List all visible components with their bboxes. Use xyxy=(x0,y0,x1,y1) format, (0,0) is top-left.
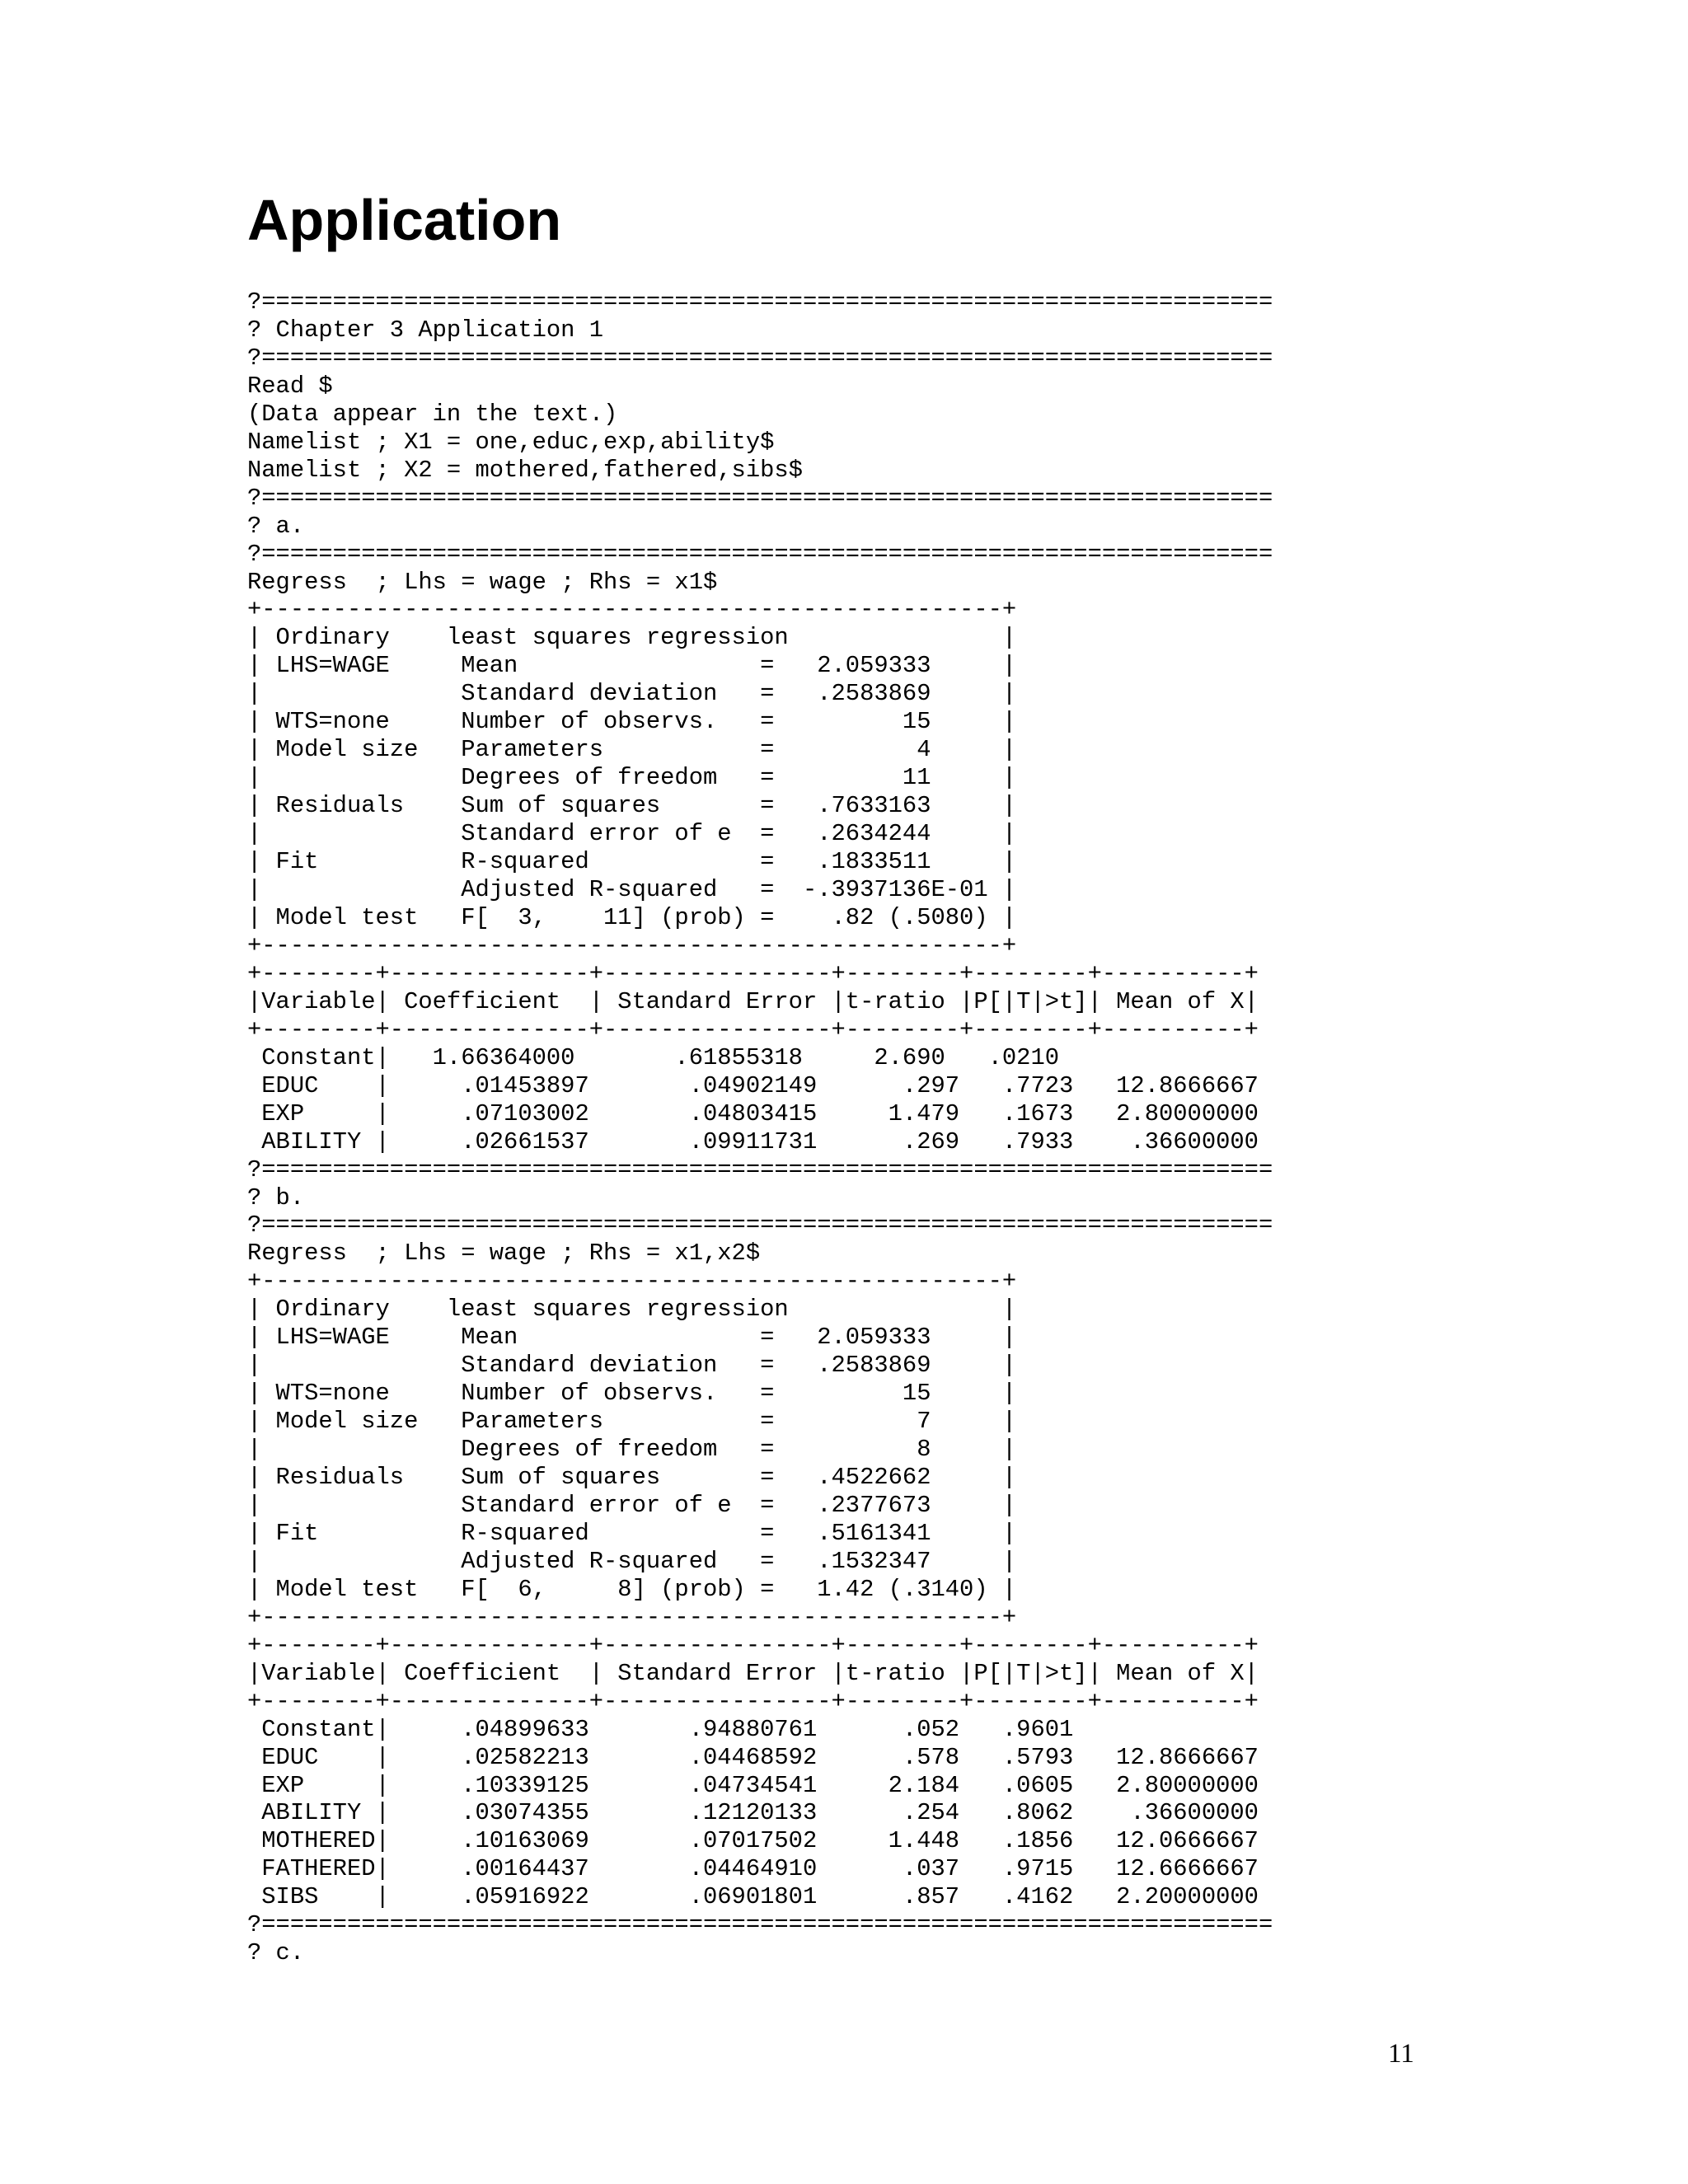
page-number: 11 xyxy=(1388,2039,1414,2069)
output-line: | Residuals Sum of squares = .4522662 | xyxy=(247,1464,1017,1492)
output-line: +----------------------------------------------------+ xyxy=(247,931,1017,959)
output-line: ABILITY | .02661537 .09911731 .269 .7933 .36600000 xyxy=(247,1127,1259,1155)
output-line: Namelist ; X2 = mothered,fathered,sibs$ xyxy=(247,456,803,484)
output-line: Constant| 1.66364000 .61855318 2.690 .0210 xyxy=(247,1043,1060,1071)
output-line: | Model size Parameters = 7 | xyxy=(247,1408,1017,1436)
page-title: Application xyxy=(247,188,562,252)
output-line: | Fit R-squared = .5161341 | xyxy=(247,1519,1017,1547)
output-line: EDUC | .02582213 .04468592 .578 .5793 12.8666667 xyxy=(247,1743,1259,1771)
output-line: Namelist ; X1 = one,educ,exp,ability$ xyxy=(247,428,775,456)
output-line: Regress ; Lhs = wage ; Rhs = x1,x2$ xyxy=(247,1240,761,1268)
output-line: | Degrees of freedom = 8 | xyxy=(247,1436,1017,1464)
output-line: MOTHERED| .10163069 .07017502 1.448 .1856 12.0666667 xyxy=(247,1827,1259,1855)
output-line: EXP | .07103002 .04803415 1.479 .1673 2.80000000 xyxy=(247,1099,1259,1127)
output-line: ? a. xyxy=(247,512,305,540)
output-line: | Model test F[ 3, 11] (prob) = .82 (.5080) | xyxy=(247,903,1017,931)
output-line: +--------+--------------+----------------+--------+--------+----------+ xyxy=(247,1687,1259,1715)
output-line: (Data appear in the text.) xyxy=(247,400,618,428)
output-line: +----------------------------------------------------+ xyxy=(247,596,1017,624)
output-line: |Variable| Coefficient | Standard Error |t-ratio |P[|T|>t]| Mean of X| xyxy=(247,1659,1259,1687)
output-line: | Standard deviation = .2583869 | xyxy=(247,1352,1017,1380)
output-line: EDUC | .01453897 .04902149 .297 .7723 12.8666667 xyxy=(247,1071,1259,1099)
output-line: Read $ xyxy=(247,372,333,400)
output-line: | Ordinary least squares regression | xyxy=(247,624,1017,652)
output-line: | Standard deviation = .2583869 | xyxy=(247,680,1017,708)
output-line: +--------+--------------+----------------+--------+--------+----------+ xyxy=(247,1015,1259,1043)
output-line: ?======================================================================= xyxy=(247,1155,1273,1183)
output-line: ? b. xyxy=(247,1183,305,1212)
output-line: | Adjusted R-squared = -.3937136E-01 | xyxy=(247,876,1017,904)
output-line: |Variable| Coefficient | Standard Error |t-ratio |P[|T|>t]| Mean of X| xyxy=(247,987,1259,1015)
output-line: ?======================================================================= xyxy=(247,1911,1273,1939)
output-line: Regress ; Lhs = wage ; Rhs = x1$ xyxy=(247,568,718,596)
output-line: Constant| .04899633 .94880761 .052 .9601 xyxy=(247,1715,1074,1743)
output-line: ?======================================================================= xyxy=(247,484,1273,512)
output-line: FATHERED| .00164437 .04464910 .037 .9715 12.6666667 xyxy=(247,1855,1259,1883)
output-line: EXP | .10339125 .04734541 2.184 .0605 2.80000000 xyxy=(247,1771,1259,1799)
output-line: | Fit R-squared = .1833511 | xyxy=(247,848,1017,876)
output-line: ?======================================================================= xyxy=(247,288,1273,316)
output-line: ?======================================================================= xyxy=(247,1212,1273,1240)
output-line: | WTS=none Number of observs. = 15 | xyxy=(247,708,1017,736)
output-line: | Residuals Sum of squares = .7633163 | xyxy=(247,792,1017,820)
output-line: ABILITY | .03074355 .12120133 .254 .8062 .36600000 xyxy=(247,1799,1259,1827)
output-line: | WTS=none Number of observs. = 15 | xyxy=(247,1380,1017,1408)
regression-output xyxy=(247,288,1273,1967)
output-line: +----------------------------------------------------+ xyxy=(247,1268,1017,1296)
output-line: +----------------------------------------------------+ xyxy=(247,1603,1017,1631)
output-line: +--------+--------------+----------------+--------+--------+----------+ xyxy=(247,1631,1259,1659)
output-line: +--------+--------------+----------------+--------+--------+----------+ xyxy=(247,959,1259,987)
output-line: | Adjusted R-squared = .1532347 | xyxy=(247,1547,1017,1575)
output-line: | Ordinary least squares regression | xyxy=(247,1296,1017,1324)
output-line: | Model test F[ 6, 8] (prob) = 1.42 (.3140) | xyxy=(247,1575,1017,1603)
output-line: ? c. xyxy=(247,1939,305,1967)
output-line: ? Chapter 3 Application 1 xyxy=(247,316,604,344)
output-line: ?======================================================================= xyxy=(247,344,1273,372)
output-line: | Standard error of e = .2377673 | xyxy=(247,1491,1017,1519)
output-line: | Model size Parameters = 4 | xyxy=(247,736,1017,764)
output-line: | LHS=WAGE Mean = 2.059333 | xyxy=(247,652,1017,680)
output-line: SIBS | .05916922 .06901801 .857 .4162 2.20000000 xyxy=(247,1883,1259,1911)
output-line: | Standard error of e = .2634244 | xyxy=(247,820,1017,848)
output-line: | Degrees of freedom = 11 | xyxy=(247,764,1017,792)
output-line: | LHS=WAGE Mean = 2.059333 | xyxy=(247,1324,1017,1352)
output-line: ?======================================================================= xyxy=(247,540,1273,568)
